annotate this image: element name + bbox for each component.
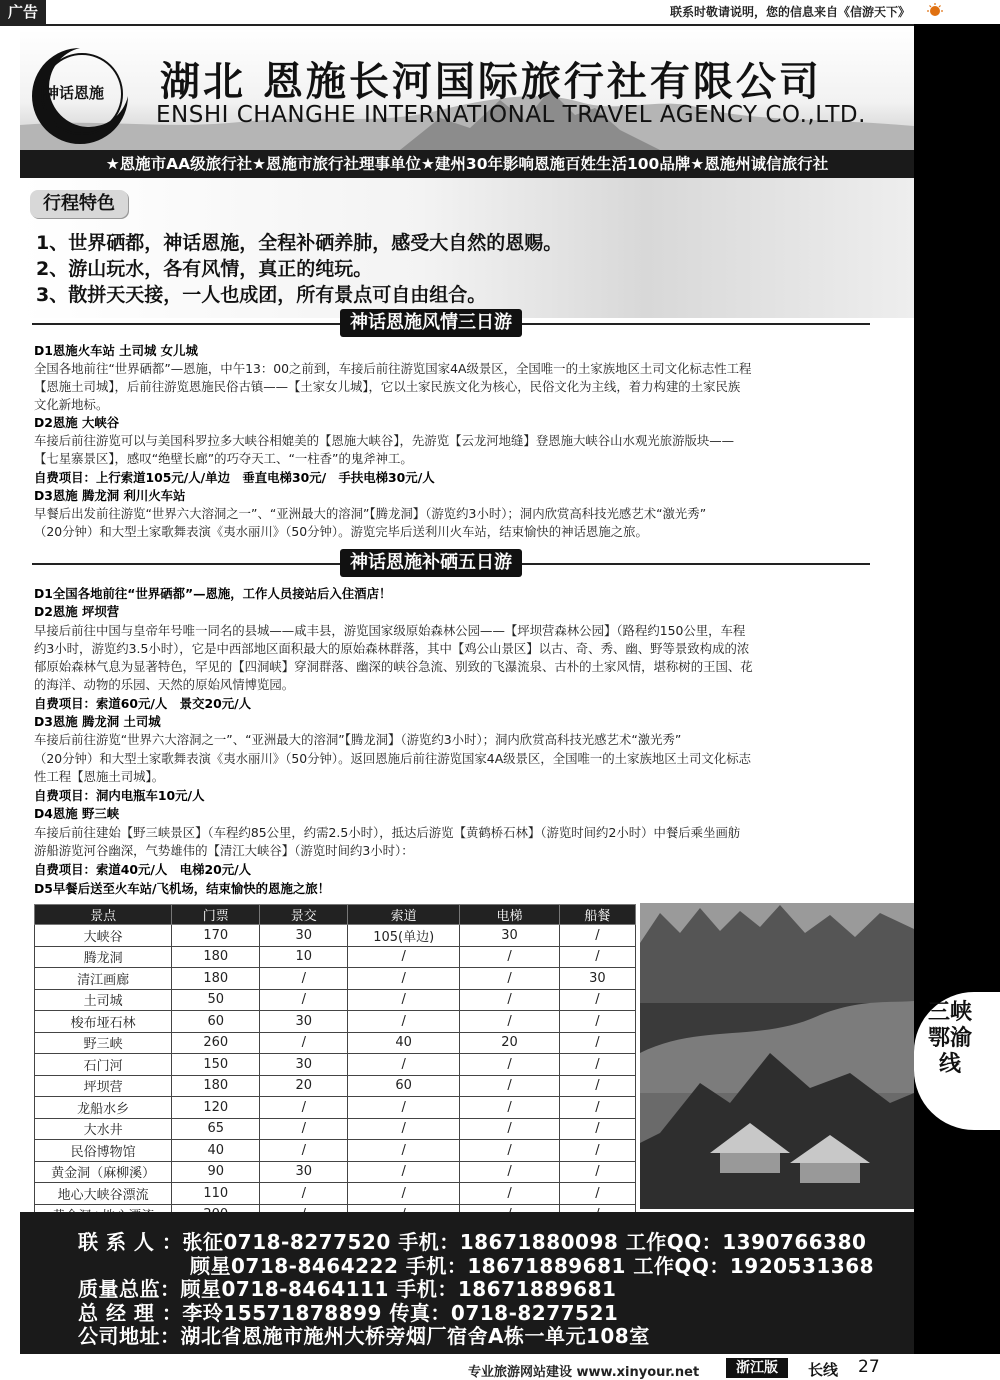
table-header-row — [35, 905, 636, 925]
cell-attraction: 腾龙洞 — [35, 946, 172, 968]
tour5-day2-text: 早接后前往中国与皇帝年号唯一同名的县城——咸丰县，游览国家级原始森林公园——【坪坝营森林公园】（路程约150公里，车程 — [34, 623, 746, 638]
table-row — [35, 1097, 636, 1119]
cell-cableway: / — [348, 1011, 460, 1033]
cell-cableway: 40 — [348, 1032, 460, 1054]
cell-elevator: / — [460, 1140, 560, 1162]
scenery-photo — [640, 903, 914, 1209]
quality-director: 质量总监：顾星0718-8464111 手机：18671889681 — [78, 1277, 617, 1301]
cell-cableway: 105(单边) — [348, 925, 460, 947]
cell-attraction: 野三峡 — [35, 1032, 172, 1054]
cell-cableway: / — [348, 1161, 460, 1183]
cell-elevator: / — [460, 1097, 560, 1119]
col-header: 船餐 — [559, 905, 635, 925]
ad-label: 广告 — [0, 0, 46, 24]
table-row — [35, 925, 636, 947]
page-number: 27 — [858, 1357, 880, 1377]
tour3-day2-text: 车接后前往游览可以与美国科罗拉多大峡谷相媲美的【恩施大峡谷】，先游览【云龙河地缝】登恩施大峡谷山水观光旅游版块—— — [34, 433, 735, 448]
tour5-day4-text: 游船游览河谷幽深，气势雄伟的【清江大峡谷】（游览时间约3小时）： — [34, 843, 414, 858]
general-manager: 总 经 理 ：李玲15571878899 传真：0718-8277521 — [78, 1301, 619, 1325]
cell-shuttle: / — [260, 1183, 348, 1205]
cell-boat-meal: / — [559, 1161, 635, 1183]
col-header: 索道 — [348, 905, 460, 925]
cell-ticket: 50 — [172, 989, 260, 1011]
tour5-day2-text: 郁原始森林气息为显著特色，罕见的【四洞峡】穿洞群落、幽深的峡谷急流、别致的飞瀑流泉、古朴的土家风情，堪称树的王国、花 — [34, 659, 753, 674]
tour3-day1-text: 全国各地前往“世界硒都”—恩施，中午13：00之前到，车接后前往游览国家4A级景区，全国唯一的土家族地区土司文化标志性工程 — [34, 361, 752, 376]
tour5-day4-extras: 自费项目：索道40元/人 电梯20元/人 — [34, 862, 252, 877]
cell-cableway: / — [348, 1140, 460, 1162]
tour3-day1-title: D1恩施火车站 土司城 女儿城 — [34, 343, 198, 358]
cell-shuttle: / — [260, 1118, 348, 1140]
sun-icon — [918, 2, 952, 22]
cell-elevator: 30 — [460, 925, 560, 947]
cell-elevator: / — [460, 989, 560, 1011]
cell-cableway: / — [348, 968, 460, 990]
cell-boat-meal: / — [559, 1140, 635, 1162]
features-heading: 行程特色 — [30, 190, 128, 218]
tour5-day5-title: D5早餐后送至火车站/飞机场，结束愉快的恩施之旅！ — [34, 881, 331, 896]
tour5-day4-title: D4恩施 野三峡 — [34, 806, 120, 821]
cell-attraction: 大水井 — [35, 1118, 172, 1140]
cell-shuttle: / — [260, 989, 348, 1011]
cell-elevator: / — [460, 1054, 560, 1076]
cell-shuttle: / — [260, 1140, 348, 1162]
col-header: 景点 — [35, 905, 172, 925]
tour5-day1-title: D1全国各地前往“世界硒都”—恩施，工作人员接站后入住酒店！ — [34, 586, 392, 601]
cell-cableway: / — [348, 1183, 460, 1205]
tour5-day3-text: 性工程【恩施土司城】。 — [34, 769, 165, 784]
right-margin-strip — [914, 24, 1000, 1354]
tour3-title: 神话恩施风情三日游 — [340, 309, 522, 337]
cell-elevator: / — [460, 1183, 560, 1205]
cell-ticket: 260 — [172, 1032, 260, 1054]
cell-boat-meal: / — [559, 1075, 635, 1097]
table-row — [35, 1054, 636, 1076]
tour3-day2-title: D2恩施 大峡谷 — [34, 415, 120, 430]
feature-item: 1、世界硒都，神话恩施，全程补硒养肺，感受大自然的恩赐。 — [36, 232, 563, 254]
cell-elevator: / — [460, 1075, 560, 1097]
table-row — [35, 1075, 636, 1097]
section-side-label: 三峡鄂渝线 — [928, 1000, 973, 1077]
cell-boat-meal: 30 — [559, 968, 635, 990]
cell-shuttle: 20 — [260, 1075, 348, 1097]
cell-attraction: 坪坝营 — [35, 1075, 172, 1097]
cell-elevator: 20 — [460, 1032, 560, 1054]
cell-shuttle: / — [260, 968, 348, 990]
cell-cableway: / — [348, 989, 460, 1011]
cell-cableway: 60 — [348, 1075, 460, 1097]
cell-elevator: / — [460, 1118, 560, 1140]
tour5-day3-extras: 自费项目：洞内电瓶车10元/人 — [34, 788, 205, 803]
tour5-day3-text: 车接后前往游览“世界六大溶洞之一”、“亚洲最大的溶洞”【腾龙洞】（游览约3小时）；洞内欣赏高科技光感艺术“激光秀” — [34, 732, 682, 747]
cell-ticket: 110 — [172, 1183, 260, 1205]
col-header: 门票 — [172, 905, 260, 925]
feature-item: 3、散拼天天接，一人也成团，所有景点可自由组合。 — [36, 284, 487, 306]
cell-elevator: / — [460, 968, 560, 990]
table-row — [35, 1011, 636, 1033]
cell-attraction: 地心大峡谷漂流 — [35, 1183, 172, 1205]
cell-boat-meal: / — [559, 1011, 635, 1033]
tour5-day4-text: 车接后前往建始【野三峡景区】（车程约85公里，约需2.5小时），抵达后游览【黄鹤桥石林】（游览时间约2小时）中餐后乘坐画舫 — [34, 825, 741, 840]
cell-attraction: 梭布垭石林 — [35, 1011, 172, 1033]
table-row — [35, 1161, 636, 1183]
honors-bar: ★恩施市AA级旅行社★恩施市旅行社理事单位★建州30年影响恩施百姓生活100品牌★恩施州诚信旅行社 — [20, 150, 914, 178]
cell-shuttle: 30 — [260, 925, 348, 947]
cell-shuttle: / — [260, 1097, 348, 1119]
company-name-en: ENSHI CHANGHE INTERNATIONAL TRAVEL AGENCY CO.,LTD. — [156, 102, 866, 128]
cell-attraction: 清江画廊 — [35, 968, 172, 990]
tour3-day3-text: （20分钟）和大型土家歌舞表演《夷水丽川》（50分钟）。游览完毕后送利川火车站，结束愉快的神话恩施之旅。 — [34, 524, 648, 539]
logo-text: 神话恩施 — [44, 84, 105, 102]
source-note: 联系时敬请说明，您的信息来自《信游天下》 — [669, 5, 910, 19]
cell-ticket: 170 — [172, 925, 260, 947]
route-type: 长线 — [808, 1361, 839, 1379]
cell-boat-meal: / — [559, 1032, 635, 1054]
cell-shuttle: 10 — [260, 946, 348, 968]
cell-attraction: 石门河 — [35, 1054, 172, 1076]
tour5-day2-text: 约3小时，游览约3.5小时），它是中西部地区面积最大的原始森林群落，其中【鸡公山景区】以古、奇、秀、幽、野等景致构成的浓 — [34, 641, 750, 656]
cell-attraction: 土司城 — [35, 989, 172, 1011]
cell-shuttle: 30 — [260, 1011, 348, 1033]
cell-boat-meal: / — [559, 989, 635, 1011]
cell-ticket: 40 — [172, 1140, 260, 1162]
cell-attraction: 黄金洞（麻柳溪） — [35, 1161, 172, 1183]
table-row — [35, 1140, 636, 1162]
cell-shuttle: 30 — [260, 1054, 348, 1076]
tour3-day2-text: 【七星寨景区】，感叹“绝壁长廊”的巧夺天工、“一柱香”的鬼斧神工。 — [34, 451, 413, 466]
cell-boat-meal: / — [559, 946, 635, 968]
tour3-day2-extras: 自费项目：上行索道105元/人/单边 垂直电梯30元/ 手扶电梯30元/人 — [34, 470, 435, 485]
cell-boat-meal: / — [559, 1118, 635, 1140]
tour5-day3-text: （20分钟）和大型土家歌舞表演《夷水丽川》（50分钟）。返回恩施后前往游览国家4A级景区，全国唯一的土家族地区土司文化标志 — [34, 751, 751, 766]
cell-attraction: 龙船水乡 — [35, 1097, 172, 1119]
cell-ticket: 180 — [172, 968, 260, 990]
cell-attraction: 民俗博物馆 — [35, 1140, 172, 1162]
cell-ticket: 180 — [172, 1075, 260, 1097]
table-row — [35, 1118, 636, 1140]
tour5-day3-title: D3恩施 腾龙洞 土司城 — [34, 714, 161, 729]
cell-boat-meal: / — [559, 1054, 635, 1076]
footer-website: 专业旅游网站建设 www.xinyour.net — [468, 1365, 700, 1380]
cell-attraction: 大峡谷 — [35, 925, 172, 947]
company-address: 公司地址：湖北省恩施市施州大桥旁烟厂宿舍A栋一单元108室 — [78, 1324, 650, 1348]
tour3-day1-text: 【恩施土司城】，后前往游览恩施民俗古镇——【土家女儿城】，它以土家民族文化为核心，民俗文化为主线，着力构建的土家民族 — [34, 379, 741, 394]
cell-ticket: 60 — [172, 1011, 260, 1033]
cell-boat-meal: / — [559, 1183, 635, 1205]
cell-cableway: / — [348, 1054, 460, 1076]
magazine-badge — [918, 2, 952, 22]
contact-primary: 联 系 人 ：张征0718-8277520 手机：18671880098 工作QQ：1390766380 — [78, 1230, 867, 1254]
table-row — [35, 1183, 636, 1205]
edition-badge: 浙江版 — [726, 1358, 788, 1378]
cell-elevator: / — [460, 946, 560, 968]
table-row — [35, 1032, 636, 1054]
cell-elevator: / — [460, 1161, 560, 1183]
cell-ticket: 120 — [172, 1097, 260, 1119]
table-row — [35, 968, 636, 990]
cell-cableway: / — [348, 946, 460, 968]
cell-ticket: 150 — [172, 1054, 260, 1076]
tour5-day2-title: D2恩施 坪坝营 — [34, 604, 120, 619]
tour5-title: 神话恩施补硒五日游 — [340, 549, 522, 577]
col-header: 电梯 — [460, 905, 560, 925]
cell-ticket: 180 — [172, 946, 260, 968]
cell-boat-meal: / — [559, 925, 635, 947]
tour5-day2-extras: 自费项目：索道60元/人 景交20元/人 — [34, 696, 252, 711]
price-table — [34, 904, 636, 1226]
cell-boat-meal: / — [559, 1097, 635, 1119]
table-row — [35, 989, 636, 1011]
table-row — [35, 946, 636, 968]
cell-shuttle: / — [260, 1032, 348, 1054]
cell-shuttle: 30 — [260, 1161, 348, 1183]
company-name-cn: 湖北 恩施长河国际旅行社有限公司 — [160, 58, 822, 105]
cell-cableway: / — [348, 1097, 460, 1119]
tour5-day2-text: 的海洋、动物的乐园、天然的原始风情博览园。 — [34, 677, 295, 692]
tour3-day1-text: 文化新地标。 — [34, 397, 109, 412]
cell-ticket: 65 — [172, 1118, 260, 1140]
tour3-day3-text: 早餐后出发前往游览“世界六大溶洞之一”、“亚洲最大的溶洞”【腾龙洞】（游览约3小时）；洞内欣赏高科技光感艺术“激光秀” — [34, 506, 707, 521]
feature-item: 2、游山玩水，各有风情，真正的纯玩。 — [36, 258, 373, 280]
col-header: 景交 — [260, 905, 348, 925]
contact-secondary: 顾星0718-8464222 手机：18671889681 工作QQ：1920531368 — [190, 1254, 875, 1278]
cell-elevator: / — [460, 1011, 560, 1033]
cell-cableway: / — [348, 1118, 460, 1140]
cell-ticket: 90 — [172, 1161, 260, 1183]
tour3-day3-title: D3恩施 腾龙洞 利川火车站 — [34, 488, 186, 503]
